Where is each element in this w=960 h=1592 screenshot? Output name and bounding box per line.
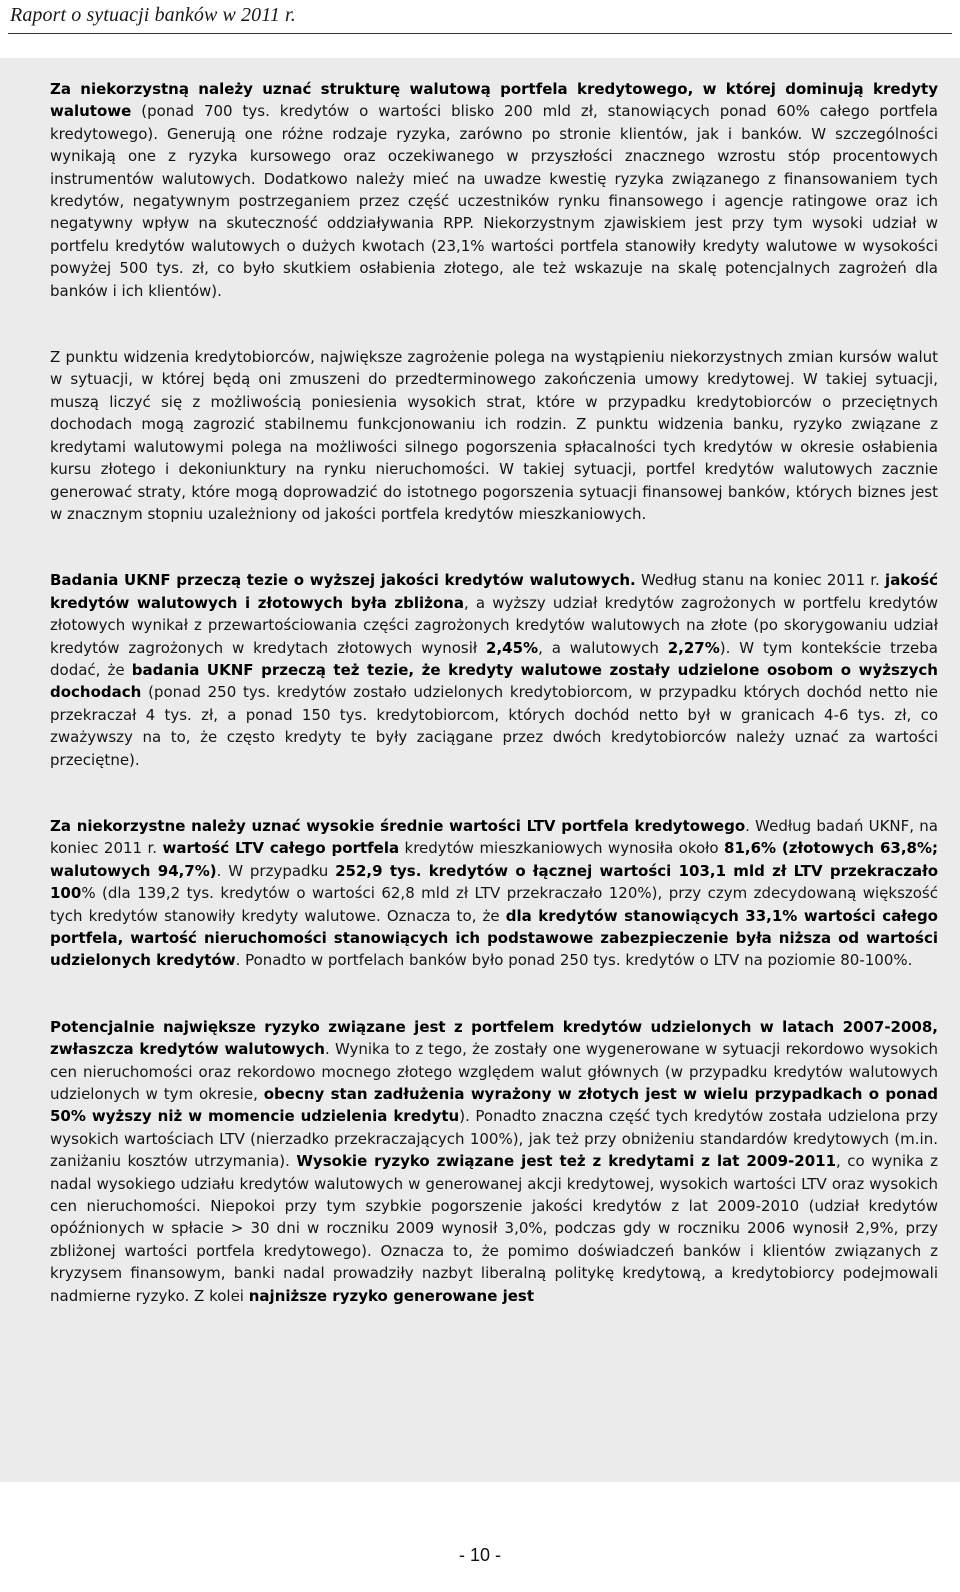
bold-text-segment: najniższe ryzyko generowane jest (248, 1286, 535, 1305)
text-segment: , a walutowych (538, 638, 668, 657)
paragraph-borrower-perspective (50, 346, 938, 525)
text-segment: ). W tym kontekście trzeba dodać, że (50, 638, 938, 679)
bold-text-segment: Badania UKNF przeczą tezie o wyższej jakości kredytów walutowych. (50, 571, 636, 590)
text-segment: . Wynika to z tego, że zostały one wygenerowane w sytuacji rekordowo wysokich cen nieruchomości oraz rekordowo mocnego złotego względem walut głównych (w przypadku kredytów walutowych udzielonych w tym okresie, (50, 1040, 938, 1104)
bold-text-segment: 2,27% (667, 638, 720, 657)
paragraph-2007-2008-risk (50, 1016, 938, 1307)
report-content (50, 78, 938, 1307)
text-segment: (ponad 250 tys. kredytów zostało udzielonych kredytobiorcom, w przypadku których dochód netto nie przekraczał 4 tys. zł, a ponad 150 tys. kredytobiorcom, których dochód netto był w granicach 4-6 tys. zł, co zważywszy na to, że często kredyty te były zaciągane przez dwóch kredytobiorców należy uznać za wartości przeciętne). (50, 683, 938, 769)
text-segment: . W przypadku (216, 861, 336, 880)
report-header-title: Raport o sytuacji banków w 2011 r. (10, 4, 296, 26)
bold-text-segment: 81,6% (złotowych 63,8%; walutowych 94,7%) (50, 839, 938, 880)
bold-text-segment: badania UKNF przeczą też tezie, że kredyty walutowe zostały udzielone osobom o wyższych dochodach (50, 660, 938, 702)
bold-text-segment: Za niekorzystną należy uznać strukturę walutową portfela kredytowego, w której dominują kredyty walutowe (50, 80, 938, 121)
text-segment: ). Ponadto znaczna część tych kredytów została udzielona przy wysokich wartościach LTV (nierzadko przekraczających 100%), jak też przy obniżeniu standardów kredytowych (m.in. zaniżaniu kosztów utrzymania). (50, 1107, 939, 1171)
bold-text-segment: dla kredytów stanowiących 33,1% wartości całego portfela, wartość nieruchomości stanowiących ich podstawowe zabezpieczenie była niższa od wartości udzielonych kredytów (50, 906, 938, 970)
text-segment: Według stanu na koniec 2011 r. (635, 571, 886, 590)
page-number: - 10 - (458, 1545, 501, 1565)
bold-text-segment: Potencjalnie największe ryzyko związane jest z portfelem kredytów udzielonych w latach 2007-2008, zwłaszcza kredytów walutowych (50, 1017, 938, 1059)
text-segment: (ponad 700 tys. kredytów o wartości blisko 200 mld zł, stanowiących ponad 60% całego portfela kredytowego). Generują one różne rodzaje ryzyka, zarówno po stronie klientów, jak i banków. W szczególności wynikają one z ryzyka kursowego oraz oczekiwanego w przyszłości znacznego wzrostu stóp procentowych instrumentów walutowych. Dodatkowo należy mieć na uwadze kwestię ryzyka związanego z finansowaniem tych kredytów, negatywnym postrzeganiem przez część uczestników rynku finansowego i agencje ratingowe oraz ich negatywny wpływ na skuteczność oddziaływania RPP. Niekorzystnym zjawiskiem jest przy tym wysoki udział w portfelu kredytów walutowych o dużych kwotach (23,1% wartości portfela stanowiły kredyty walutowe w wysokości powyżej 500 tys. zł, co było skutkiem osłabienia złotego, ale też wskazuje na skalę potencjalnych zagrożeń dla banków i ich klientów). (50, 102, 938, 300)
bold-text-segment: Wysokie ryzyko związane jest też z kredytami z lat 2009-2011 (296, 1152, 837, 1171)
bold-text-segment: obecny stan zadłużenia wyrażony w złotych jest w wielu przypadkach o ponad 50% wyższy niż w momencie udzielenia kredytu (50, 1085, 938, 1126)
text-segment: kredytów mieszkaniowych wynosiła około (399, 839, 725, 858)
bold-text-segment: jakość kredytów walutowych i złotowych była zbliżona (50, 571, 939, 612)
text-segment: , a wyższy udział kredytów zagrożonych w portfelu kredytów złotowych wynikał z przewartościowania części zagrożonych kredytów walutowych na złote (po skorygowaniu udział kredytów zagrożonych w kredytach złotowych wynosił (50, 593, 939, 657)
bold-text-segment: Za niekorzystne należy uznać wysokie średnie wartości LTV portfela kredytowego (50, 816, 746, 835)
text-segment: % (dla 139,2 tys. kredytów o wartości 62,8 mld zł LTV przekraczało 120%), przy czym zdecydowaną większość tych kredytów stanowiły kredyty walutowe. Oznacza to, że (50, 884, 938, 925)
text-segment: , co wynika z nadal wysokiego udziału kredytów walutowych w generowanej akcji kredytowej, wysokich wartości LTV oraz wysokich cen nieruchomości. Niepokoi przy tym szybkie pogorszenie jakości kredytów z lat 2009-2010 (udział kredytów opóźnionych w spłacie > 30 dni w roczniku 2009 wynosił 3,0%, podczas gdy w roczniku 2006 wynosił 2,9%, przy zbliżonej wartości portfela kredytowego). Oznacza to, że pomimo doświadczeń banków i klientów związanych z kryzysem finansowym, banki nadal prowadziły nazbyt liberalną politykę kredytową, a kredytobiorcy podejmowali nadmierne ryzyko. Z kolei (50, 1152, 939, 1305)
bold-text-segment: 252,9 tys. kredytów o łącznej wartości 103,1 mld zł LTV przekraczało 100 (50, 861, 938, 903)
bold-text-segment: 2,45% (486, 638, 539, 657)
header-divider (8, 33, 952, 34)
text-segment: . Ponadto w portfelach banków było ponad 250 tys. kredytów o LTV na poziomie 80-100%. (235, 951, 913, 970)
paragraph-ltv-values (50, 815, 938, 972)
bold-text-segment: wartość LTV całego portfela (162, 839, 400, 858)
paragraph-currency-structure (50, 78, 938, 302)
text-segment: Z punktu widzenia kredytobiorców, największe zagrożenie polega na wystąpieniu niekorzystnych zmian kursów walut w sytuacji, w której będą oni zmuszeni do przedterminowego zakończenia umowy kredytowej. W takiej sytuacji, muszą liczyć się z możliwością poniesienia wysokich strat, które w przypadku kredytobiorców o przeciętnych dochodach mogą zagrozić stabilnemu funkcjonowaniu ich rodzin. Z punktu widzenia banku, ryzyko związane z kredytami walutowymi polega na możliwości silnego pogorszenia spłacalności tych kredytów w okresie osłabienia kursu złotego i dekoniunktury na rynku nieruchomości. W takiej sytuacji, portfel kredytów walutowych zacznie generować straty, które mogą doprowadzić do istotnego pogorszenia sytuacji finansowej banków, których biznes jest w znacznym stopniu uzależniony od jakości portfela kredytów mieszkaniowych. (50, 348, 938, 523)
text-segment: . Według badań UKNF, na koniec 2011 r. (50, 816, 938, 858)
paragraph-uknf-research (50, 569, 938, 771)
